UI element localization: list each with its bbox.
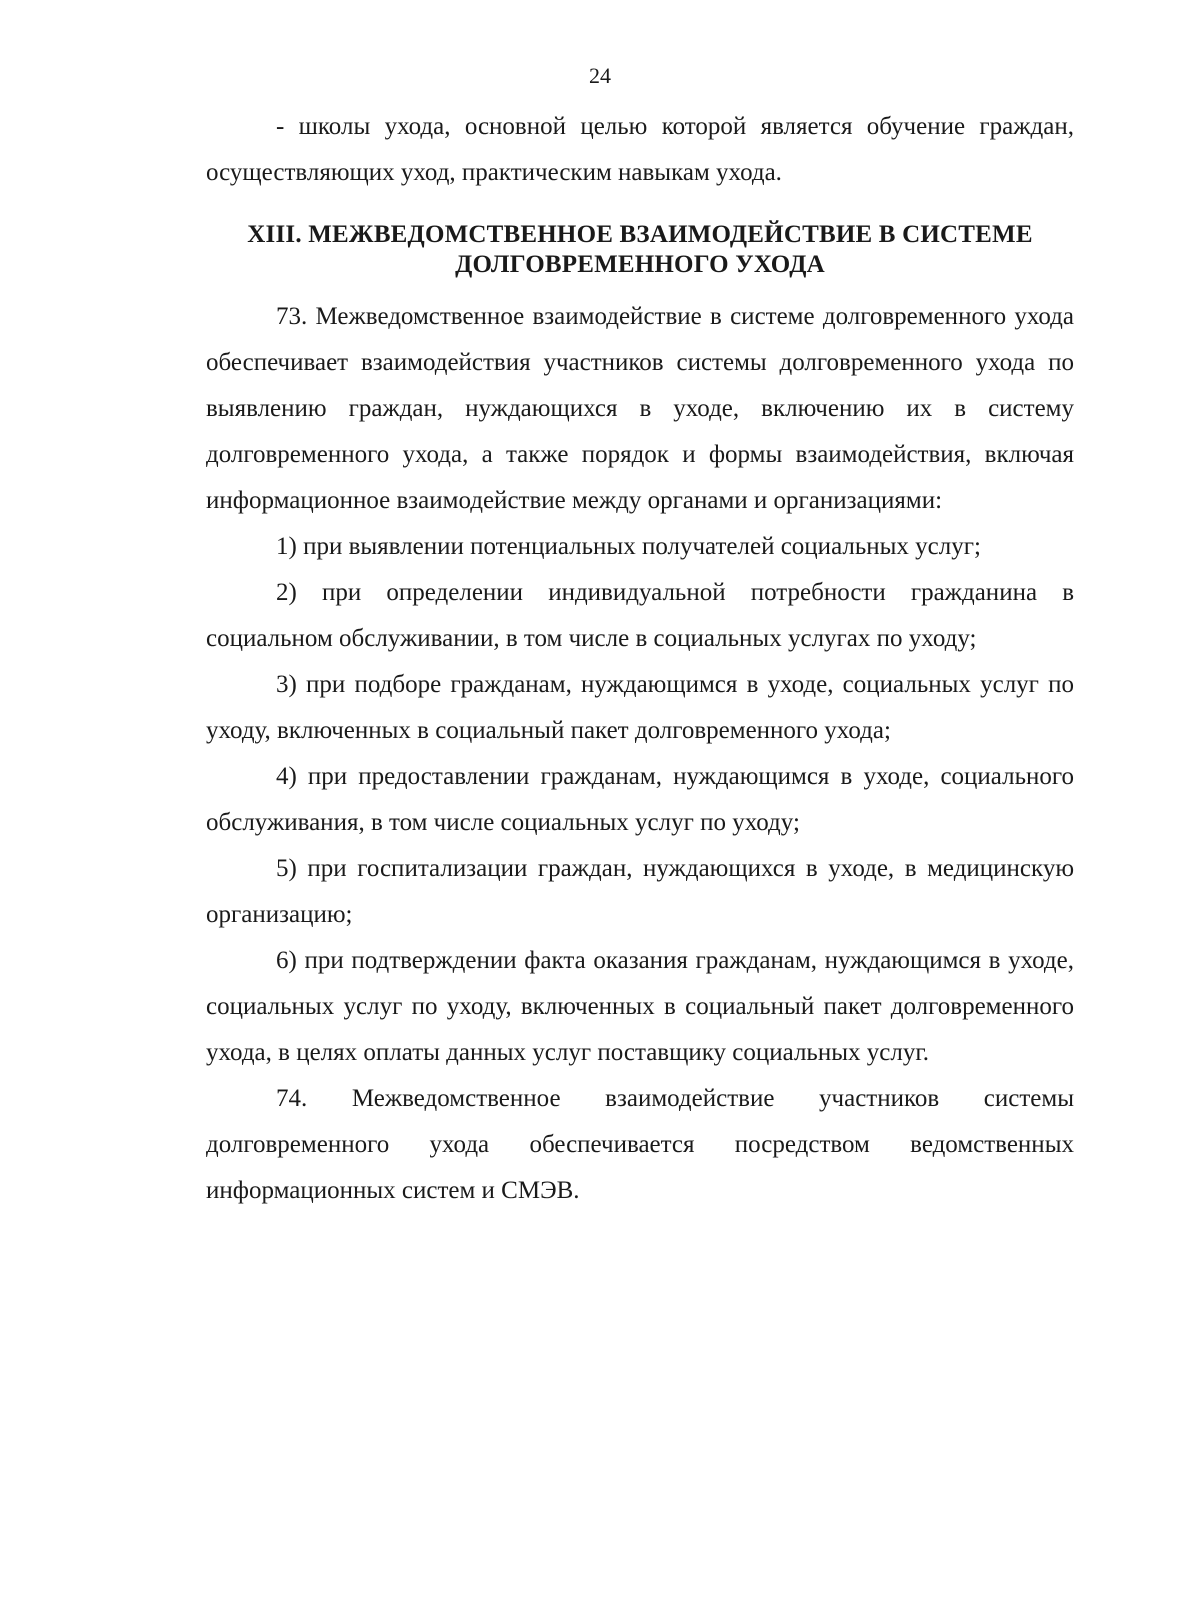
list-item-4: 4) при предоставлении гражданам, нуждающимся в уходе, социального обслуживания, в том числе социальных услуг по уходу; <box>206 763 1074 836</box>
section-heading-line-1: XIII. МЕЖВЕДОМСТВЕННОЕ ВЗАИМОДЕЙСТВИЕ В СИСТЕМЕ <box>247 221 1033 248</box>
list-item-3: 3) при подборе гражданам, нуждающимся в уходе, социальных услуг по уходу, включенных в социальный пакет долговременного ухода; <box>206 671 1074 744</box>
section-heading <box>206 220 1074 280</box>
section-heading-line-2: ДОЛГОВРЕМЕННОГО УХОДА <box>455 251 825 278</box>
intro-paragraph: - школы ухода, основной целью которой является обучение граждан, осуществляющих уход, практическим навыкам ухода. <box>206 113 1074 186</box>
list-item-1: 1) при выявлении потенциальных получателей социальных услуг; <box>276 533 981 560</box>
list-item-5: 5) при госпитализации граждан, нуждающихся в уходе, в медицинскую организацию; <box>206 855 1074 928</box>
page-number: 24 <box>589 63 611 88</box>
list-item-6: 6) при подтверждении факта оказания гражданам, нуждающимся в уходе, социальных услуг по уходу, включенных в социальный пакет долговременного ухода, в целях оплаты данных услуг поставщику социальных услуг. <box>206 947 1074 1066</box>
paragraph-74: 74. Межведомственное взаимодействие участников системы долговременного ухода обеспечивается посредством ведомственных информационных систем и СМЭВ. <box>206 1085 1074 1204</box>
list-item-2: 2) при определении индивидуальной потребности гражданина в социальном обслуживании, в том числе в социальных услугах по уходу; <box>206 579 1074 652</box>
paragraph-73: 73. Межведомственное взаимодействие в системе долговременного ухода обеспечивает взаимодействия участников системы долговременного ухода по выявлению граждан, нуждающихся в уходе, включению их в систему долговременного ухода, а также порядок и формы взаимодействия, включая информационное взаимодействие между органами и организациями: <box>206 303 1074 514</box>
document-body <box>206 104 1074 1214</box>
